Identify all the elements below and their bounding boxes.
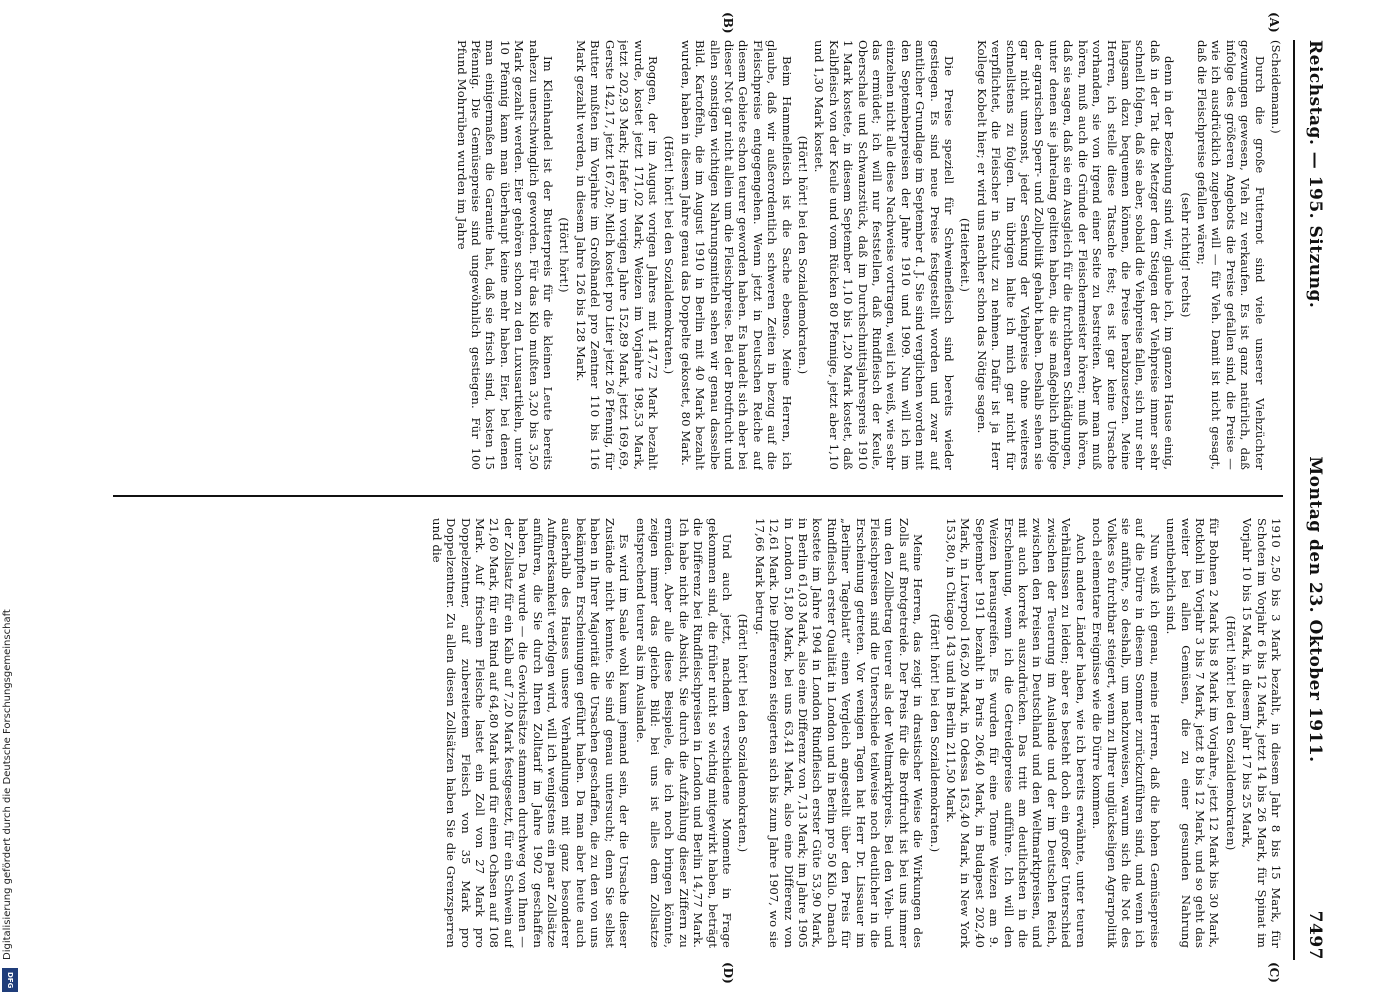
- paragraph: Im Kleinhandel ist der Butterpreis für die kleinen Leute bereits nahezu unerschwinglich geworden. Für das Kilo mußten 3,20 bis 3,50 Mark gezahlt werden. Eier gehören schon zu den Luxusartikeln, unter 10 Pfennig kann man überhaupt keine mehr haben. Eier, bei denen man einigermaßen die Garantie hat, daß sie frisch sind, kosten 15 Pfennig. Die Gemüsepreise sind ungewöhnlich gestiegen. Für 100 Pfund Mohrrüben wurden im Jahre: [454, 40, 556, 470]
- paragraph: (Scheidemann.): [1269, 40, 1283, 134]
- header-date: Montag den 23. Oktober 1911.: [1305, 456, 1325, 763]
- document-page: [85, 12, 1335, 984]
- paragraph: denn in der Beziehung sind wir, glaube ich, im ganzen Hause einig, daß in der Tat die Metzger dem Steigen der Viehpreise immer sehr schnell folgen, daß sie aber, sobald die Viehpreise fallen, sich nur sehr langsam dazu bequemen können, die Preise herabzusetzen. Meine Herren, ich stelle diese Tatsache fest; es ist gar keine Ursache vorhanden, sie von irgend einer Seite zu bestreiten. Aber man muß hören, muß auch die Gründe der Fleischermeister hören; muß hören, daß sie sagen, daß sie ein Ausgleich für die furchtbaren Schädigungen, unter denen sie jahrelang gelitten haben, die sie maßgeblich infolge der agrarischen Sperr- und Zollpolitik gehabt haben. Deshalb sehen sie gar nicht umsonst, jeder Senkung der Viehpreise ohne weiteres schnellstens zu folgen. Im übrigen halte ich mich gar nicht für verpflichtet, die Fleischer in Schutz zu nehmen. Dafür ist ja Herr Kollege Kobelt hier; er wird uns nachher schon das Nötige sagen.: [974, 40, 1177, 470]
- funding-credit: Digitalisierung gefördert durch die Deutsche Forschungsgemeinschaft: [2, 609, 13, 960]
- interjection: (Heiterkeit.): [958, 217, 973, 293]
- interjection: (sehr richtig! rechts): [1178, 192, 1193, 318]
- dfg-logo-icon: DFG: [2, 968, 18, 992]
- left-column: [103, 40, 1283, 470]
- paragraph: für Bohnen 2 Mark bis 8 Mark im Vorjahre, jetzt 12 Mark bis 30 Mark, Rotkohl im Vorjahr 3 bis 7 Mark, jetzt 8 bis 12 Mark, und so geht das weiter bei allen Gemüsen, die zu einer gesunden Nahrung unentbehrlich sind.: [1164, 518, 1222, 948]
- header-left: Reichstag. — 195. Sitzung.: [1305, 40, 1325, 309]
- header-rule: [1293, 40, 1295, 960]
- interjection: (Hört! hört! bei den Sozialdemokraten.): [736, 613, 751, 853]
- paragraph: Nun weiß ich genau, meine Herren, daß die hohen Gemüsepreise auf die Dürre in diesem Sommer zurückzuführen sind, und wenn ich sie anführe, so deshalb, um nachzuweisen, warum sich die Not des Volkes so furchtbar steigert, wenn zu Ihrer unglückseligen Agrarpolitik noch elementare Ereignisse wie die Dürre kommen.: [1090, 518, 1162, 948]
- page-header: [1295, 40, 1335, 960]
- interjection: (Hört! hört! bei den Sozialdemokraten.): [662, 135, 677, 375]
- paragraph: Beim Hammelfleisch ist die Sache ebenso. Meine Herren, ich glaube, daß wir außerordentlich schweren Zeiten in bezug auf die Fleischpreise entgegengehen. Wenn jetzt in Deutschen Reiche auf diesem Gebiete schon teurer geworden haben. Es handelt sich aber bei dieser Not gar nicht allein um die Fleischpreise. Bei der Brotfrucht und allen sonstigen wichtigen Nahrungsmitteln sehen wir genau dasselbe Bild. Kartoffeln, die im August 1910 in Berlin mit 40 Mark bezahlt wurden, haben in diesem Jahre genau das Doppelte gekostet, 80 Mark.: [678, 40, 794, 470]
- paragraph: Durch die große Futternot sind viele unserer Viehzüchter gezwungen gewesen, Vieh zu verkaufen. Es ist ganz natürlich, daß infolge des größeren Angebots die Preise gefallen sind, die Preise — wie ich ausdrücklich zugeben will — für Vieh. Damit ist nicht gesagt, daß die Fleischpreise gefallen wären;: [1194, 40, 1267, 470]
- paragraph: Es wird im Saale wohl kaum jemand sein, der die Ursache dieser Zustände nicht kennte. Sie sind genau untersucht; denn Sie selbst haben in Ihrer Majorität die Ursachen geschaffen, die zu den von uns bekämpften Erscheinungen geführt haben. Da man aber heute auch außerhalb des Hauses unsere Verhandlungen mit ganz besonderer Aufmerksamkeit verfolgen wird, will ich wenigstens ein paar Zollsätze anführen, die Sie durch Ihren Zolltarif im Jahre 1902 geschaffen haben. Da wurde — die Gewichtsätze stammen durchweg von Ihnen — der Zollsatz für ein Kalb auf 7,20 Mark festgesetzt, für ein Schwein auf 21,60 Mark, für ein Rind auf 64,80 Mark und für einen Ochsen auf 108 Mark. Auf frischem Fleische lastet ein Zoll von 27 Mark pro Doppelzentner, auf zubereitetem Fleisch von 35 Mark pro Doppelzentner. Zu allen diesen Zollsätzen haben Sie die Grenzsperren und die: [429, 518, 632, 948]
- interjection: (Hört! hört! bei den Sozialdemokraten.): [796, 135, 810, 375]
- paragraph: Meine Herren, das zeigt in drastischer Weise die Wirkungen des Zolls auf Brotgetreide. Der Preis für die Brotfrucht ist bei uns immer um den Zollbetrag teurer als der Weltmarktpreis. Bei den Vieh- und Fleischpreisen sind die Unterschiede teilweise noch deutlicher in die Erscheinung getreten. Vor wenigen Tagen hat Herr Dr. Lissauer im „Berliner Tageblatt“ einen Vergleich angestellt über den Preis für Rindfleisch erster Qualität in London und in Berlin pro 50 Kilo. Danach kostete im Jahre 1904 in London Rindfleisch erster Güte 53,90 Mark, in Berlin 61,03 Mark, also eine Differenz von 7,13 Mark; im Jahre 1905 in London 51,80 Mark, bei uns 63,41 Mark, also eine Differenz von 12,61 Mark. Die Differenzen steigerten sich bis zum Jahre 1907, wo sie 17,66 Mark betrug.: [752, 518, 926, 948]
- interjection: (Hört! hört! bei den Sozialdemokraten): [1223, 615, 1238, 851]
- margin-mark-b: (B): [721, 12, 735, 34]
- paragraph: Und auch jetzt, nachdem verschiedene Momente in Frage gekommen sind, die früher nicht so wichtig mitgewirkt haben, beträgt die Differenz bei Rindfleischpreisen in London und Berlin 14,77 Mark. Ich habe nicht die Absicht, Sie durch die Aufzählung dieser Ziffern zu ermüden. Aber alle diese Beispiele, die ich noch bringen könnte, zeigen immer das gleiche Bild: bei uns ist alles dem Zollsatze entsprechend teurer als im Auslande.: [633, 518, 734, 948]
- margin-mark-c: (C): [1267, 962, 1281, 983]
- paragraph: Roggen, der im August vorigen Jahres mit 147,72 Mark bezahlt wurde, kostet jetzt 171,02 Mark; Weizen im Vorjahre 198,53 Mark, jetzt 202,93 Mark; Hafer im vorigen Jahre 152,89 Mark, jetzt 169,69, Gerste 142,17, jetzt 167,20; Milch kostet pro Liter jetzt 26 Pfennig, für Butter mußten im Vorjahre im Großhandel pro Zentner 110 bis 116 Mark gezahlt werden, in diesem Jahre 126 bis 128 Mark.: [573, 40, 660, 470]
- paragraph: Auch andere Länder haben, wie ich bereits erwähnte, unter teuren Verhältnissen zu leiden; aber es besteht doch ein großer Unterschied zwischen der Teuerung im Auslande und der im Deutschen Reich, zwischen den Preisen in Deutschland und den Weltmarktpreisen, und mit auch korrekt auszudrücken. Das tritt am deutlichsten in die Erscheinung, wenn ich die Getreidepreise aufführe. Ich will den Weizen herausgreifen. Es wurden für eine Tonne Weizen am 9. September 1911 bezahlt in Paris 206,40 Mark, in Budapest 202,40 Mark, in Liverpool 166,20 Mark, in Odessa 163,40 Mark, in New York 153,80, in Chicago 143 und in Berlin 211,50 Mark.: [944, 518, 1088, 948]
- page-number: 7497: [1305, 910, 1325, 960]
- paragraph: Die Preise speziell für Schweinefleisch sind bereits wieder gestiegen. Es sind neue Preise festgestellt worden und zwar auf amtlicher Grundlage im September d. J. Sie sind verglichen worden mit den Septemberpreisen der Jahre 1910 und 1909. Nun will ich im einzelnen nicht alle diese Nachweise vortragen, weil ich weiß, wie sehr das ermüdet; ich will nur feststellen, daß Rindfleisch der Keule, Oberschale und Schwanzstück, daß im Durchschnittsjahrespreis 1910 1 Mark kostete, in diesem September 1,10 bis 1,20 Mark kostet, daß Kalbfleisch von der Keule und vom Rücken 80 Pfennige, jetzt aber 1,10 und 1,30 Mark kostet.: [812, 40, 957, 470]
- column-divider: [113, 495, 1283, 497]
- interjection: (Hört! hört! bei den Sozialdemokraten.): [927, 613, 942, 853]
- interjection: (Hört! hört!): [557, 217, 572, 293]
- right-column: [103, 518, 1283, 948]
- paragraph: 1910 2,50 bis 3 Mark bezahlt, in diesem Jahr 8 bis 15 Mark, für Schoten im Vorjahr 6 bis 12 Mark, jetzt 14 bis 26 Mark, für Spinat im Vorjahr 10 bis 15 Mark, in diesem Jahr 17 bis 25 Mark,: [1240, 518, 1283, 948]
- credit-strip: [0, 0, 22, 1000]
- margin-mark-d: (D): [721, 962, 735, 984]
- margin-mark-a: (A): [1267, 12, 1281, 33]
